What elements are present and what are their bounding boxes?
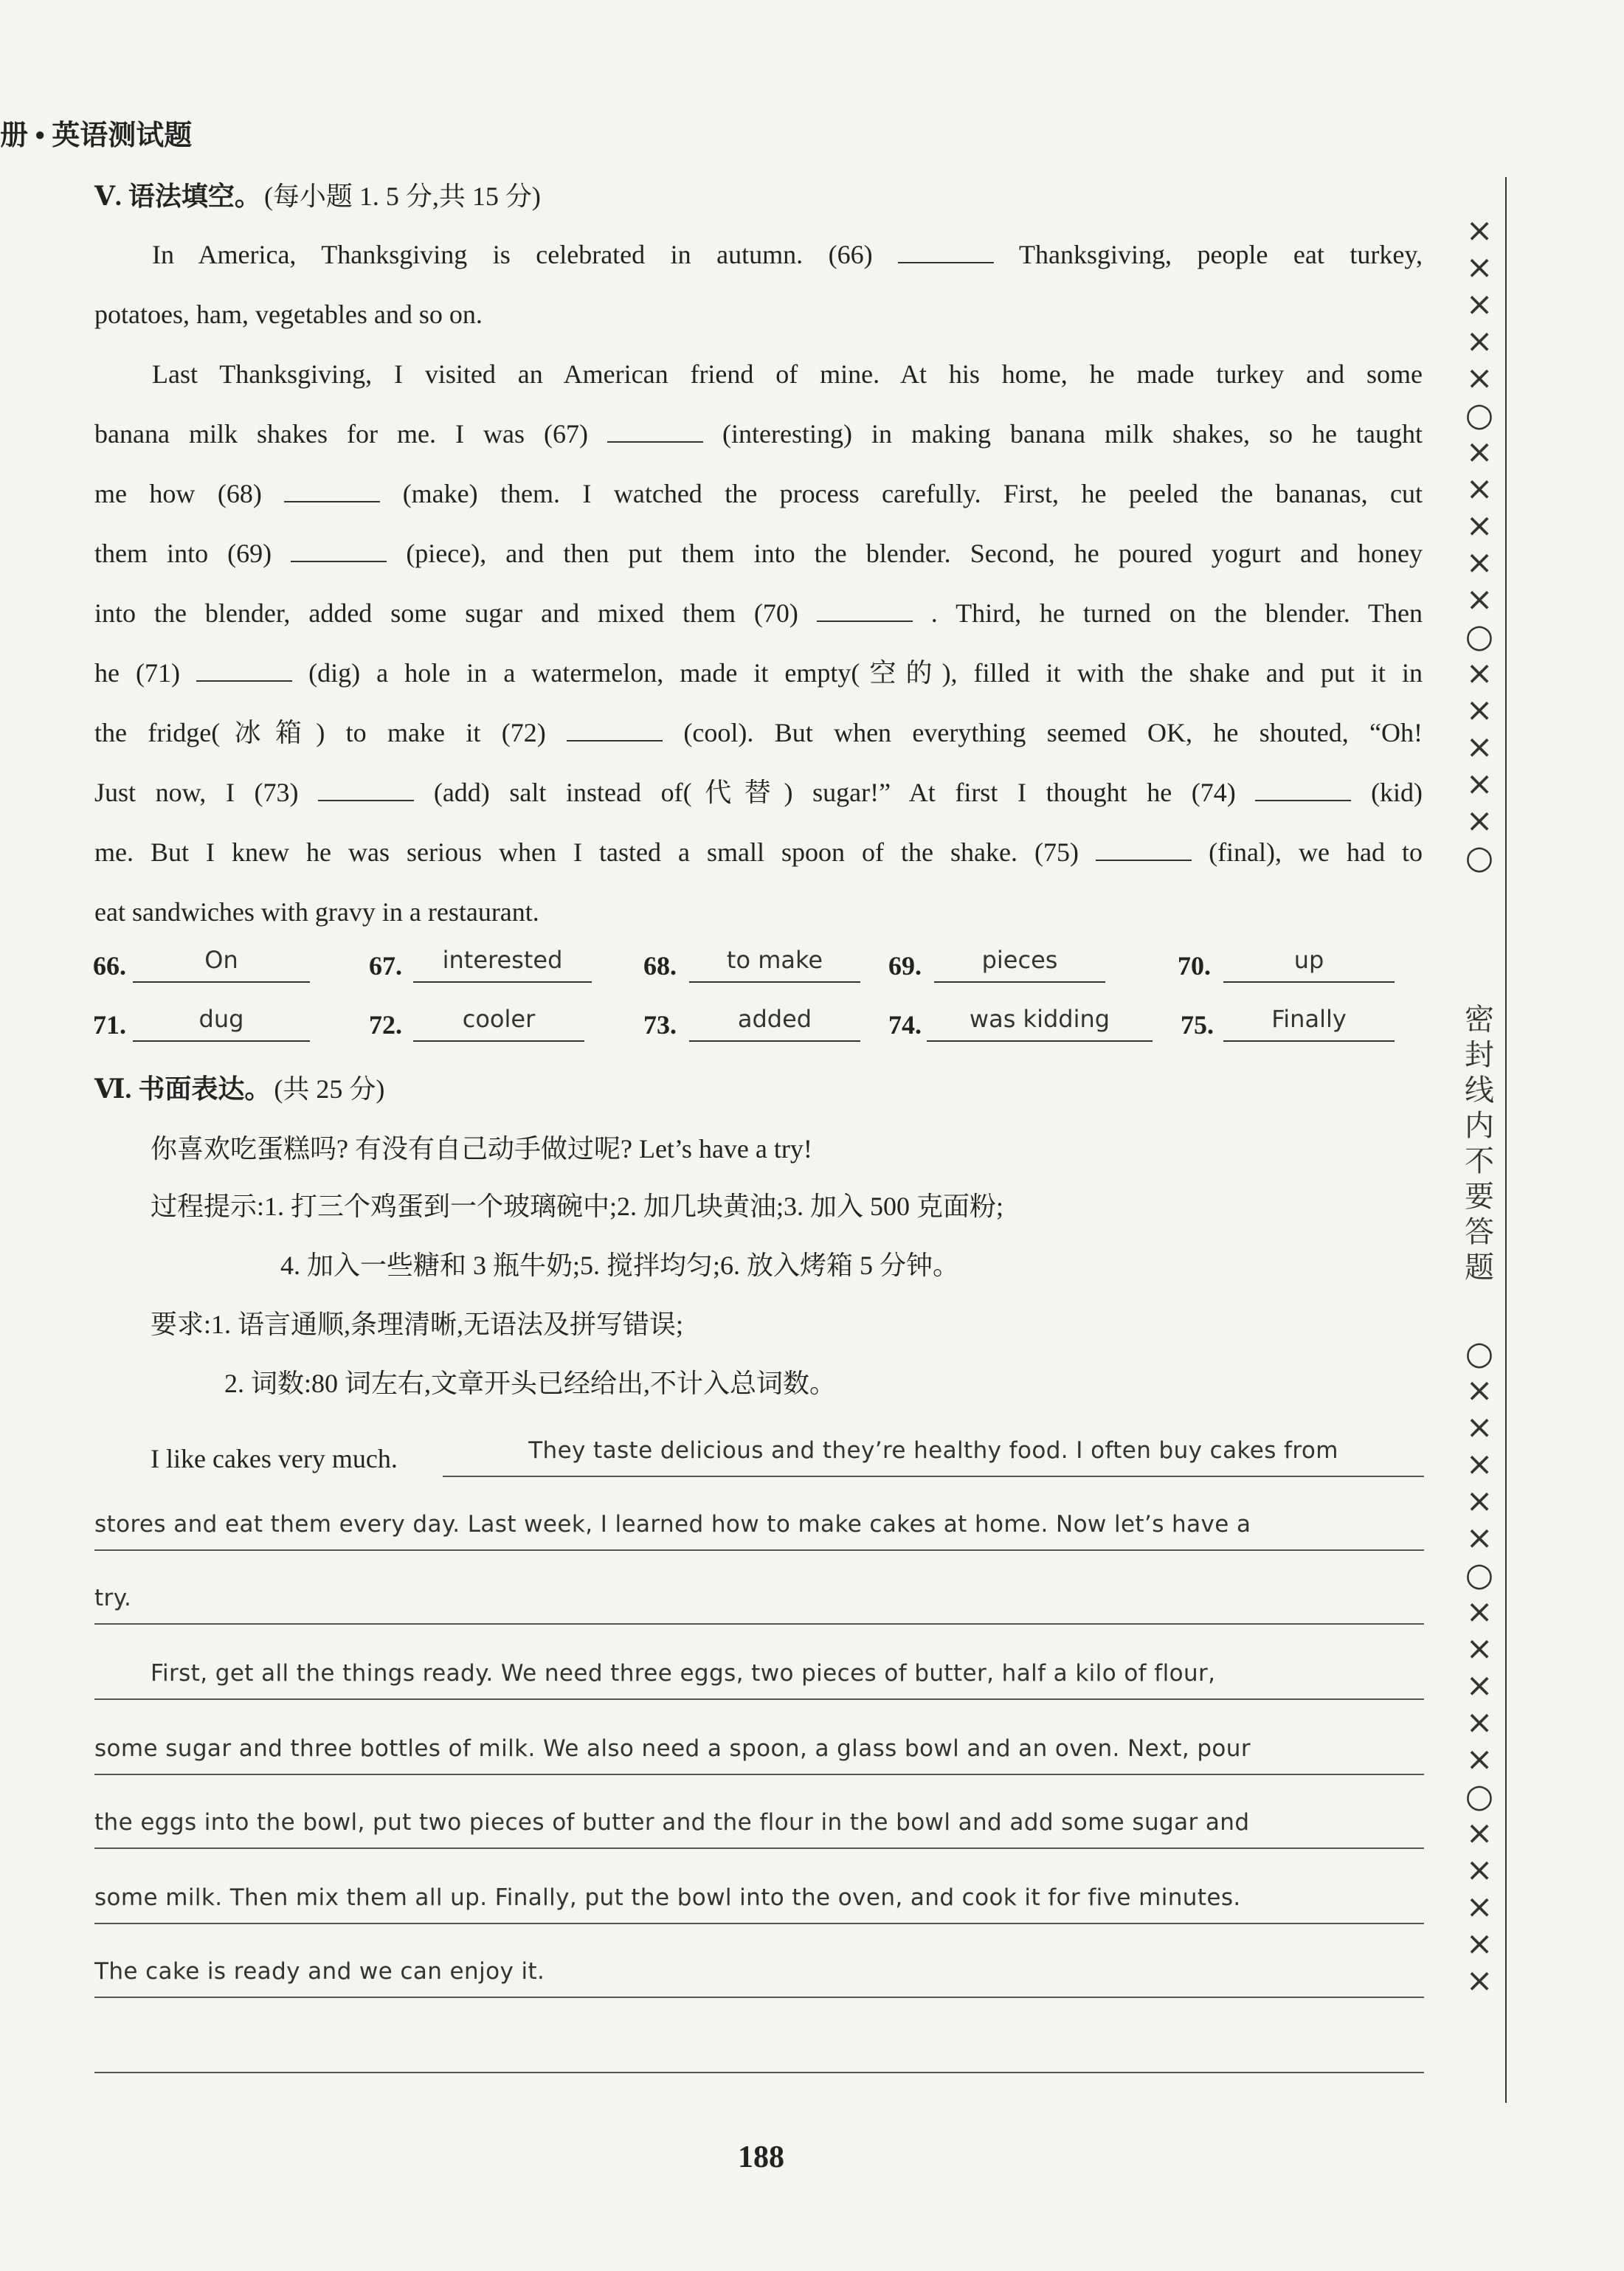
passage-text: . Third, he turned on the blender. Then bbox=[930, 598, 1423, 628]
essay-line-3[interactable]: try. bbox=[94, 1585, 1424, 1625]
essay-line-5[interactable]: some sugar and three bottles of milk. We also need a spoon, a glass bowl and an oven. Next, pour bbox=[94, 1735, 1424, 1775]
section-5-heading bbox=[94, 176, 541, 213]
cross-mark-icon: × bbox=[1465, 1851, 1493, 1889]
answer-number: 75. bbox=[1181, 1010, 1214, 1040]
answer-number: 71. bbox=[93, 1010, 126, 1040]
essay-line-2[interactable]: stores and eat them every day. Last week, I learned how to make cakes at home. Now let’s have a bbox=[94, 1511, 1424, 1551]
section-6-score: (共 25 分) bbox=[274, 1074, 385, 1104]
passage-text: me how (68) bbox=[94, 479, 262, 508]
writing-hint-2: 4. 加入一些糖和 3 瓶牛奶;5. 搅拌均匀;6. 放入烤箱 5 分钟。 bbox=[280, 1251, 960, 1280]
answer-number: 74. bbox=[888, 1010, 922, 1040]
cross-mark-icon: × bbox=[1465, 359, 1493, 397]
seal-character: 不 bbox=[1465, 1144, 1494, 1178]
essay-line-1[interactable]: They taste delicious and they’re healthy food. I often buy cakes from bbox=[443, 1437, 1424, 1477]
circle-mark-icon: ○ bbox=[1465, 1556, 1494, 1594]
passage-text: (cool). But when everything seemed OK, he shouted, “Oh! bbox=[683, 718, 1423, 747]
essay-line-4[interactable]: First, get all the things ready. We need three eggs, two pieces of butter, half a kilo of flour, bbox=[94, 1660, 1424, 1700]
essay-line-8[interactable]: The cake is ready and we can enjoy it. bbox=[94, 1958, 1424, 1998]
blank-75 bbox=[1096, 839, 1192, 861]
cross-mark-icon: × bbox=[1465, 691, 1493, 729]
seal-instruction bbox=[1457, 1002, 1502, 1285]
passage-text: Just now, I (73) bbox=[94, 778, 299, 807]
answer-70[interactable]: up bbox=[1223, 946, 1395, 983]
seal-character: 内 bbox=[1465, 1109, 1494, 1143]
cross-mark-icon: × bbox=[1465, 212, 1493, 249]
passage-text: the fridge(冰箱) to make it (72) bbox=[94, 718, 546, 747]
blank-67 bbox=[607, 421, 703, 443]
cross-mark-icon: × bbox=[1465, 654, 1493, 692]
passage-text: them into (69) bbox=[94, 539, 272, 568]
essay-opening: I like cakes very much. bbox=[151, 1444, 398, 1473]
cross-mark-icon: × bbox=[1465, 1482, 1493, 1520]
answer-75[interactable]: Finally bbox=[1223, 1005, 1395, 1042]
cross-mark-icon: × bbox=[1465, 322, 1493, 360]
circle-mark-icon: ○ bbox=[1465, 1777, 1494, 1815]
answer-68[interactable]: to make bbox=[689, 946, 860, 983]
seal-character: 封 bbox=[1465, 1038, 1494, 1072]
cross-mark-icon: × bbox=[1465, 1704, 1493, 1741]
cross-mark-icon: × bbox=[1465, 286, 1493, 323]
blank-72 bbox=[567, 719, 663, 742]
answer-67[interactable]: interested bbox=[413, 946, 592, 983]
passage-text: me. But I knew he was serious when I tasted a small spoon of the shake. (75) bbox=[94, 837, 1079, 867]
cross-mark-icon: × bbox=[1465, 1372, 1493, 1409]
answer-69[interactable]: pieces bbox=[934, 946, 1105, 983]
cross-mark-icon: × bbox=[1465, 1667, 1493, 1704]
answer-number: 67. bbox=[369, 951, 402, 981]
writing-hint-1: 过程提示:1. 打三个鸡蛋到一个玻璃碗中;2. 加几块黄油;3. 加入 500 克面粉; bbox=[151, 1192, 1004, 1221]
cross-mark-icon: × bbox=[1465, 1630, 1493, 1667]
passage-text: Last Thanksgiving, I visited an American friend of mine. At his home, he made turkey and some bbox=[152, 359, 1423, 389]
essay-line-7[interactable]: some milk. Then mix them all up. Finally, put the bowl into the oven, and cook it for five minutes. bbox=[94, 1884, 1424, 1924]
passage-text: (add) salt instead of(代替) sugar!” At first I thought he (74) bbox=[433, 778, 1236, 807]
circle-mark-icon: ○ bbox=[1465, 396, 1494, 434]
writing-requirement-1: 要求:1. 语言通顺,条理清晰,无语法及拼写错误; bbox=[151, 1310, 684, 1339]
passage-text: into the blender, added some sugar and mixed them (70) bbox=[94, 598, 798, 628]
cross-mark-icon: × bbox=[1465, 581, 1493, 618]
answer-74[interactable]: was kidding bbox=[927, 1005, 1153, 1042]
cross-mark-icon: × bbox=[1465, 802, 1493, 840]
blank-68 bbox=[284, 480, 380, 502]
cross-mark-icon: × bbox=[1465, 1888, 1493, 1926]
cross-mark-icon: × bbox=[1465, 1593, 1493, 1631]
section-6-title: Ⅵ. 书面表达。 bbox=[94, 1074, 272, 1104]
answer-71[interactable]: dug bbox=[133, 1005, 310, 1042]
blank-73 bbox=[318, 779, 414, 801]
passage-text: (make) them. I watched the process carefully. First, he peeled the bananas, cut bbox=[402, 479, 1423, 508]
section-6-heading bbox=[94, 1068, 384, 1106]
answer-number: 73. bbox=[643, 1010, 677, 1040]
passage-text: (piece), and then put them into the blender. Second, he poured yogurt and honey bbox=[406, 539, 1423, 568]
page-number: 188 bbox=[738, 2140, 784, 2174]
answer-number: 68. bbox=[643, 951, 677, 981]
blank-70 bbox=[817, 600, 913, 622]
circle-mark-icon: ○ bbox=[1465, 1335, 1494, 1372]
cross-mark-icon: × bbox=[1465, 433, 1493, 471]
blank-69 bbox=[291, 540, 387, 562]
answer-number: 70. bbox=[1178, 951, 1211, 981]
circle-mark-icon: ○ bbox=[1465, 618, 1494, 655]
answer-number: 72. bbox=[369, 1010, 402, 1040]
passage-text: (kid) bbox=[1371, 778, 1423, 807]
cross-mark-icon: × bbox=[1465, 544, 1493, 581]
cross-mark-icon: × bbox=[1465, 1925, 1493, 1963]
passage-text: potatoes, ham, vegetables and so on. bbox=[94, 300, 483, 329]
passage-text: Thanksgiving, people eat turkey, bbox=[1018, 240, 1423, 269]
cross-mark-icon: × bbox=[1465, 1445, 1493, 1483]
passage-text: eat sandwiches with gravy in a restaurant. bbox=[94, 897, 539, 927]
cross-mark-icon: × bbox=[1465, 1962, 1493, 1999]
cross-mark-icon: × bbox=[1465, 728, 1493, 766]
essay-line-6[interactable]: the eggs into the bowl, put two pieces of butter and the flour in the bowl and add some sugar and bbox=[94, 1809, 1424, 1849]
passage-text: In America, Thanksgiving is celebrated in autumn. (66) bbox=[152, 240, 873, 269]
seal-character: 要 bbox=[1465, 1180, 1494, 1214]
passage-text: (dig) a hole in a watermelon, made it empty(空的), filled it with the shake and put it in bbox=[308, 658, 1423, 688]
blank-71 bbox=[196, 660, 292, 682]
seal-character: 线 bbox=[1465, 1074, 1494, 1107]
answer-number: 69. bbox=[888, 951, 922, 981]
cross-mark-icon: × bbox=[1465, 507, 1493, 545]
cross-mark-icon: × bbox=[1465, 470, 1493, 508]
answer-number: 66. bbox=[93, 951, 126, 981]
passage-text: (interesting) in making banana milk shakes, so he taught bbox=[722, 419, 1423, 449]
section-5-title: Ⅴ. 语法填空。 bbox=[94, 182, 261, 211]
writing-intro: 你喜欢吃蛋糕吗? 有没有自己动手做过呢? Let’s have a try! bbox=[151, 1134, 812, 1164]
writing-requirement-2: 2. 词数:80 词左右,文章开头已经给出,不计入总词数。 bbox=[224, 1369, 837, 1398]
answer-73[interactable]: added bbox=[689, 1005, 860, 1042]
seal-marks-bottom bbox=[1457, 1335, 1502, 1999]
seal-character: 密 bbox=[1465, 1003, 1494, 1037]
cross-mark-icon: × bbox=[1465, 1408, 1493, 1446]
cross-mark-icon: × bbox=[1465, 1519, 1493, 1557]
seal-marks-top bbox=[1457, 212, 1502, 877]
answer-66[interactable]: On bbox=[133, 946, 310, 983]
seal-character: 答 bbox=[1465, 1215, 1494, 1249]
seal-character: 题 bbox=[1465, 1251, 1494, 1285]
passage-text: he (71) bbox=[94, 658, 181, 688]
essay-line-9[interactable] bbox=[94, 2033, 1424, 2073]
cross-mark-icon: × bbox=[1465, 249, 1493, 286]
section-5-score: (每小题 1. 5 分,共 15 分) bbox=[263, 182, 541, 211]
blank-74 bbox=[1255, 779, 1351, 801]
cross-mark-icon: × bbox=[1465, 765, 1493, 803]
circle-mark-icon: ○ bbox=[1465, 839, 1494, 877]
answer-72[interactable]: cooler bbox=[413, 1005, 584, 1042]
page-header: 册 • 英语测试题 bbox=[0, 120, 193, 151]
passage-text: (final), we had to bbox=[1209, 837, 1423, 867]
cross-mark-icon: × bbox=[1465, 1741, 1493, 1778]
seal-line bbox=[1505, 177, 1507, 2103]
passage-text: banana milk shakes for me. I was (67) bbox=[94, 419, 588, 449]
section-5-passage bbox=[94, 225, 1423, 942]
cross-mark-icon: × bbox=[1465, 1814, 1493, 1852]
blank-66 bbox=[898, 241, 994, 263]
